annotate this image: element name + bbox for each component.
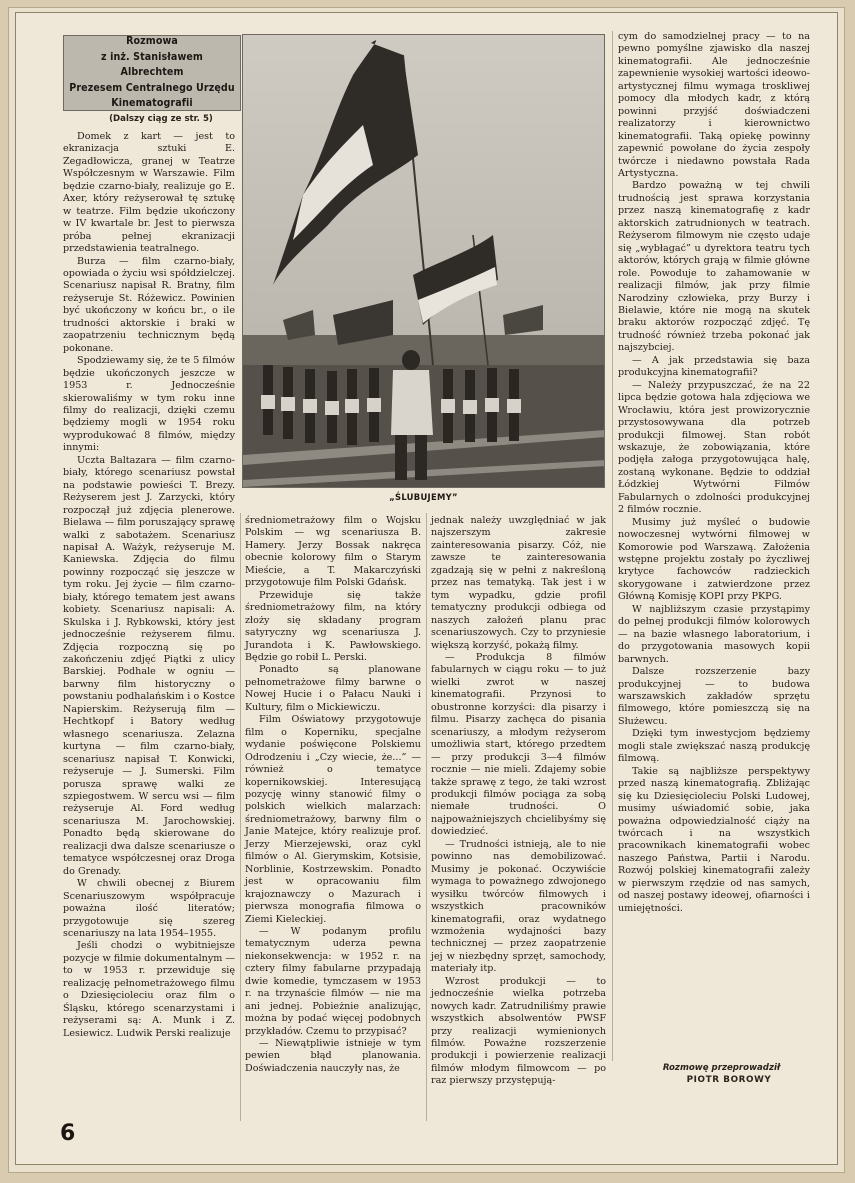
column-4 xyxy=(618,31,810,915)
paragraph: Spodziewamy się, że te 5 filmów będzie ukończonych jeszcze w 1953 r. Jednocześnie skierowaliśmy w tym roku inne filmy do realizacji, dzięki czemu będziemy mogli w 1954 roku wyprodukować 8 filmów, między innymi: xyxy=(63,355,235,454)
parade-photo xyxy=(242,34,605,488)
paragraph: — Niewątpliwie istnieje w tym pewien błąd planowania. Doświadczenia nauczyły nas, że xyxy=(245,1038,421,1074)
page-frame xyxy=(8,7,845,1173)
continuation-note: (Dalszy ciąg ze str. 5) xyxy=(109,114,213,124)
paragraph: — W podanym profilu tematycznym uderza pewna niekonsekwencja: w 1952 r. na cztery filmy fabularne przypadają dwie komedie, tymczasem w 1953 r. na trzynaście filmów — nie ma ani jednej. Pobieżnie analizując, można by podać więcej podobnych przykładów. Czemu to przypisać? xyxy=(245,925,421,1037)
paragraph: W najbliższym czasie przystąpimy do pełnej produkcji filmów kolorowych — na bazie własnego laboratorium, i do przygotowania masowych kopii barwnych. xyxy=(618,603,810,665)
paragraph: Uczta Baltazara — film czarno-biały, którego scenariusz powstał na podstawie powieści T. Brezy. Reżyserem jest J. Zarzycki, który rozpoczął już zdjęcia plenerowe. Bielawa — film poruszający sprawę walki z sabotażem. Scenariusz napisał A. Ważyk, reżyseruje M. Kaniewska. Zdjęcia do filmu powinny rozpocząć się jeszcze w tym roku. Jej życie — film czarno-biały, którego tematem jest awans kobiety. Scenariusz napisali: A. Skulska i J. Rybkowski, który jest jednocześnie reżyserem filmu. Zdjęcia rozpoczną się po zakończeniu zdjęć Piątki z ulicy Barskiej. Podhale w ogniu — barwny film historyczny o powstaniu podhalańskim i o Kostce Napierskim. Reżyserują film — Hechtkopf i Batory według własnego scenariusza. Zelazna kurtyna — film czarno-biały, scenariusz napisał T. Konwicki, reżyseruje — J. Sumerski. Film porusza sprawę walki ze szpiegostwem. W sercu wsi — film reżyseruje Al. Ford według scenariusza M. Jarochowskiej. Ponadto będą skierowane do realizacji dwa dalsze scenariusze o tematyce współczesnej oraz Droga do Grenady. xyxy=(63,454,235,877)
paragraph: jednak należy uwzględniać w jak najszerszym zakresie zainteresowania pisarzy. Cóż, nie zawsze te zainteresowania zgadzają się w pełni z nakreśloną przez nas tematyką. Tak jest i w tym wypadku, gdzie profil tematyczny produkcji odbiega od naszych założeń planu prac scenariuszowych. Czy to przyniesie większą korzyść, pokażą filmy. xyxy=(431,515,606,651)
column-divider xyxy=(426,513,427,1121)
paragraph: — Trudności istnieją, ale to nie powinno nas demobilizować. Musimy je pokonać. Oczywiście wymaga to poważnego zdwojonego wysiłku twórców filmowych i wszystkich pracowników kinematografii, oraz wydatnego wzmożenia wydajności bazy technicznej — przez zaopatrzenie jej w niezbędny sprzęt, samochody, materiały itp. xyxy=(431,838,606,975)
interviewer-name: PIOTR BOROWY xyxy=(686,1075,772,1085)
flag-parade-image xyxy=(243,35,605,488)
paragraph: Jeśli chodzi o wybitniejsze pozycje w filmie dokumentalnym — to w 1953 r. przewiduje się realizację pełnometrażowego filmu o Dziesięcioleciu oraz film o Śląsku, którego scenarzystami i reżyserami są: A. Munk i Z. Lesiewicz. Ludwik Perski realizuje xyxy=(63,940,235,1039)
article-header-box xyxy=(63,35,241,111)
paragraph: Musimy już myśleć o budowie nowoczesnej wytwórni filmowej w Komorowie pod Warszawą. Założenia wstępne projektu zostały po życzliwej krytyce fachowców radzieckich skorygowane i zatwierdzone przez Główną Komisję KOPI przy PKPG. xyxy=(618,516,810,603)
column-divider xyxy=(612,31,613,1061)
paragraph: Dalsze rozszerzenie bazy produkcyjnej — to budowa warszawskich zakładów sprzętu filmowego, które pomieszczą się na Służewcu. xyxy=(618,666,810,727)
paragraph: Przewiduje się także średniometrażowy film, na który złoży się składany program satyryczny wg scenariusza J. Jurandota i K. Pawłowskiego. Będzie go robił L. Perski. xyxy=(245,589,421,663)
article-title: Rozmowa z inż. Stanisławem Albrechtem Prezesem Centralnego Urzędu Kinematografii xyxy=(69,35,235,110)
column-divider xyxy=(240,513,241,1121)
paragraph: Burza — film czarno-biały, opowiada o życiu wsi spółdzielczej. Scenariusz napisał R. Bratny, film reżyseruje St. Różewicz. Powinien być ukończony w końcu br., o ile trudności aktorskie i braki w zaopatrzeniu technicznym będą pokonane. xyxy=(63,255,235,354)
column-3 xyxy=(431,515,606,1088)
paragraph: — Produkcja 8 filmów fabularnych w ciągu roku — to już wielki zwrot w naszej kinematografii. Przynosi to obustronne korzyści: dla pisarzy i filmu. Pisarzy zachęca do pisania scenariuszy, a młodym reżyserom umożliwia start, którego przedtem — przy produkcji 3—4 filmów rocznie — nie mieli. Zdajemy sobie także sprawę z tego, że taki wzrost produkcji filmów pociąga za sobą niemałe trudności. O najpoważniejszych chcielibyśmy się dowiedzieć. xyxy=(431,651,606,838)
paragraph: W chwili obecnej z Biurem Scenariuszowym współpracuje poważna ilość literatów; przygotowuje się szereg scenariuszy na lata 1954–1955. xyxy=(63,878,235,939)
paragraph: Film Oświatowy przygotowuje film o Koperniku, specjalne wydanie poświęcone Polskiemu Odrodzeniu i „Czy wiecie, że...” — również o tematyce kopernikowskiej. Interesującą pozycję winny stanowić filmy o polskich wielkich malarzach: średniometrażowy, barwny film o Janie Matejce, który realizuje prof. Jerzy Mierzejewski, oraz cykl filmów o Al. Gierymskim, Kotsisie, Norblinie, Kostrzewskim. Ponadto jest w opracowaniu film krajoznawczy o Mazurach i pierwsza monografia filmowa o Ziemi Kieleckiej. xyxy=(245,714,421,925)
paragraph: Domek z kart — jest to ekranizacja sztuki E. Zegadłowicza, granej w Teatrze Współczesnym w Warszawie. Film będzie czarno-biały, realizuje go E. Axer, który reżyserował tę sztukę w teatrze. Film będzie ukończony w IV kwartale br. Jest to pierwsza próba pełnej ekranizacji przedstawienia teatralnego. xyxy=(63,131,235,255)
page-number: 6 xyxy=(60,1121,76,1146)
paragraph: — Należy przypuszczać, że na 22 lipca będzie gotowa hala zdjęciowa we Wrocławiu, która jest prowizorycznie przystosowywana dla potrzeb produkcji filmowej. Stan robót wskazuje, że zobowiązania, które podjęła załoga przygotowująca halę, zostaną wykonane. Będzie to oddział Łódzkiej Wytwórni Filmów Fabularnych o zdolności produkcyjnej 2 filmów rocznie. xyxy=(618,379,810,516)
paragraph: średniometrażowy film o Wojsku Polskim — wg scenariusza B. Hamery. Jerzy Bossak nakręca obecnie kolorowy film o Starym Mieście, a T. Makarczyński przygotowuje film Polski Gdańsk. xyxy=(245,515,421,589)
paragraph: Ponadto są planowane pełnometrażowe filmy barwne o Nowej Hucie i o Pałacu Nauki i Kultury, film o Mickiewiczu. xyxy=(245,664,421,713)
photo-caption: „ŚLUBUJEMY” xyxy=(389,492,458,502)
interviewer-credit: Rozmowę przeprowadził xyxy=(662,1063,781,1073)
magazine-page xyxy=(15,12,838,1165)
column-1 xyxy=(63,131,235,1040)
paragraph: Bardzo poważną w tej chwili trudnością jest sprawa korzystania przez naszą kinematografię z kadr aktorskich zatrudnionych w teatrach. Reżyserom filmowym nie często udaje się „wybłagać” u dyrektora teatru tych aktorów, których grają w filmie główne role. Powoduje to zahamowanie w realizacji filmów, jak przy filmie Narodziny człowieka, przy Burzy i Bielawie, które nie mogą na skutek braku aktorów rozpocząć zdjęć. Tę trudność również trzeba pokonać jak najszybciej. xyxy=(618,180,810,354)
paragraph: Wzrost produkcji — to jednocześnie wielka potrzeba nowych kadr. Zatrudniliśmy prawie wszystkich absolwentów PWSF przy realizacji wymienionych filmów. Poważne rozszerzenie produkcji i powierzenie realizacji filmów młodym filmowcom — po raz pierwszy przystępują- xyxy=(431,975,606,1087)
column-2 xyxy=(245,515,421,1075)
paragraph: Dzięki tym inwestycjom będziemy mogli stale zwiększać naszą produkcję filmową. xyxy=(618,728,810,765)
paragraph: cym do samodzielnej pracy — to na pewno pomyślne zjawisko dla naszej kinematografii. Ale jednocześnie zapewnienie wysokiej wartości ideowo-artystycznej filmu wymaga troskliwej pomocy dla młodych kadr, z którą powinni przyjść doświadczeni realizatorzy i kierownictwo kinematografii. Taką opiekę powinny zapewnić powołane do życia zespoły twórcze i niedawno powstała Rada Artystyczna. xyxy=(618,31,810,179)
paragraph: Takie są najbliższe perspektywy przed naszą kinematografią. Zbliżając się ku Dziesięcioleciu Polski Ludowej, musimy uświadomić sobie, jaka poważna odpowiedzialność ciąży na twórcach i na wszystkich pracownikach kinematografii wobec naszego Państwa, Partii i Narodu. Rozwój polskiej kinematografii zależy w pierwszym rzędzie od nas samych, od naszej postawy ideowej, ofiarności i umiejętności. xyxy=(618,765,810,914)
paragraph: — A jak przedstawia się baza produkcyjna kinematografii? xyxy=(618,354,810,379)
